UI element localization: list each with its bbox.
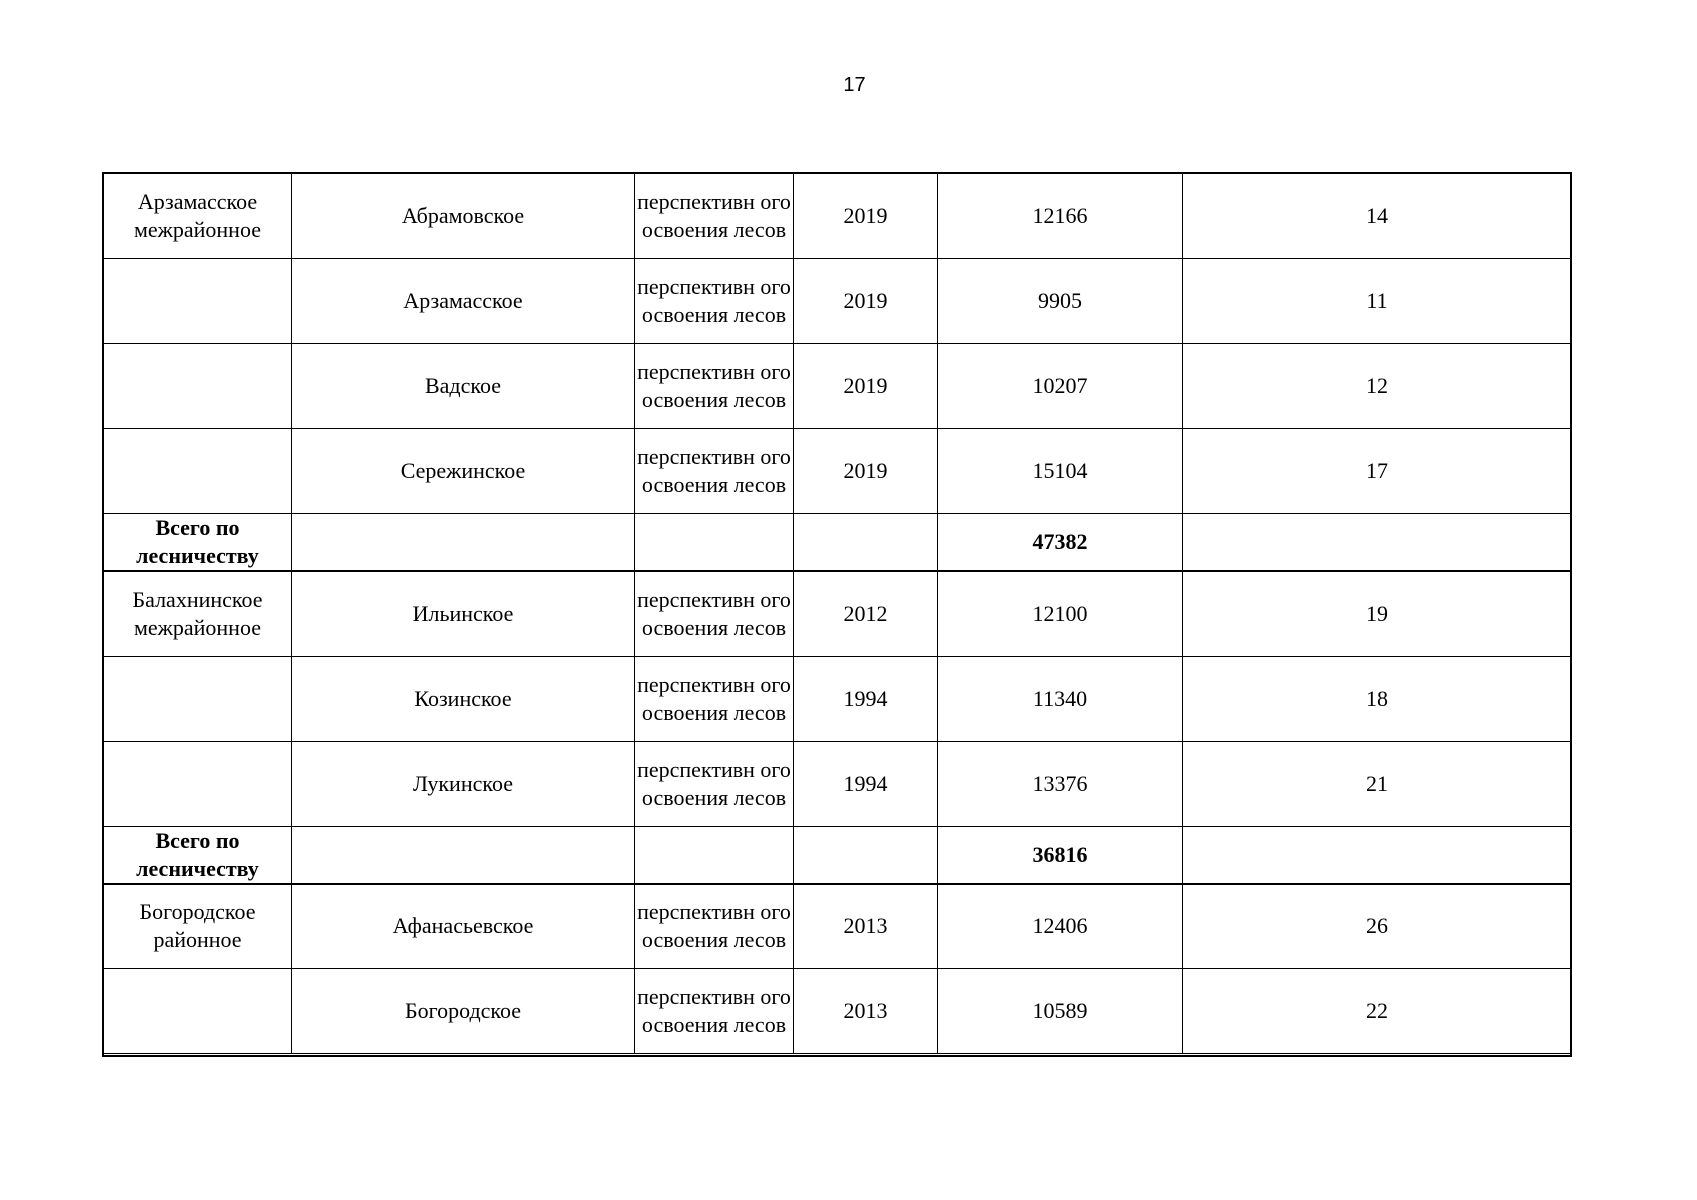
count-cell: 22 [1183,969,1572,1054]
district-cell [292,826,635,884]
forestry-cell [104,741,292,826]
area-cell: 15104 [938,429,1183,514]
count-cell: 17 [1183,429,1572,514]
purpose-cell: перспективн ого освоения лесов [635,884,794,969]
area-cell: 10207 [938,344,1183,429]
year-cell: 2019 [794,259,938,344]
forestry-cell [104,259,292,344]
area-cell: 10589 [938,969,1183,1054]
purpose-cell [635,826,794,884]
area-cell: 11340 [938,656,1183,741]
year-cell: 1994 [794,741,938,826]
table-row [104,656,1572,741]
purpose-cell: перспективн ого освоения лесов [635,656,794,741]
page-number: 17 [843,74,866,96]
district-cell: Ильинское [292,571,635,656]
table-row [104,344,1572,429]
purpose-cell: перспективн ого освоения лесов [635,969,794,1054]
purpose-cell: перспективн ого освоения лесов [635,344,794,429]
purpose-cell: перспективн ого освоения лесов [635,571,794,656]
count-cell: 18 [1183,656,1572,741]
count-cell [1183,826,1572,884]
count-cell: 14 [1183,174,1572,259]
purpose-cell: перспективн ого освоения лесов [635,741,794,826]
district-cell: Абрамовское [292,174,635,259]
year-cell: 2013 [794,884,938,969]
district-cell: Богородское [292,969,635,1054]
table-row [104,969,1572,1054]
year-cell: 2013 [794,969,938,1054]
forestry-cell [104,656,292,741]
total-label-cell: Всего по лесничеству [104,514,292,572]
count-cell: 26 [1183,884,1572,969]
year-cell [794,826,938,884]
purpose-cell: перспективн ого освоения лесов [635,429,794,514]
area-cell: 13376 [938,741,1183,826]
table-row [104,174,1572,259]
count-cell: 12 [1183,344,1572,429]
table-row [104,571,1572,656]
forest-table-body [104,174,1572,1054]
purpose-cell [635,514,794,572]
table-row [104,741,1572,826]
total-area-cell: 47382 [938,514,1183,572]
year-cell [794,514,938,572]
forestry-cell [104,969,292,1054]
area-cell: 12100 [938,571,1183,656]
table-row [104,259,1572,344]
forestry-cell [104,344,292,429]
year-cell: 1994 [794,656,938,741]
area-cell: 12406 [938,884,1183,969]
count-cell: 11 [1183,259,1572,344]
purpose-cell: перспективн ого освоения лесов [635,174,794,259]
forest-table [103,173,1572,1054]
total-label-cell: Всего по лесничеству [104,826,292,884]
district-cell: Козинское [292,656,635,741]
district-cell: Арзамасское [292,259,635,344]
district-cell: Вадское [292,344,635,429]
count-cell: 19 [1183,571,1572,656]
forestry-cell [104,429,292,514]
total-area-cell: 36816 [938,826,1183,884]
district-cell [292,514,635,572]
table-row [104,884,1572,969]
area-cell: 12166 [938,174,1183,259]
year-cell: 2012 [794,571,938,656]
forestry-cell: Богородское районное [104,884,292,969]
count-cell: 21 [1183,741,1572,826]
district-cell: Лукинское [292,741,635,826]
purpose-cell: перспективн ого освоения лесов [635,259,794,344]
year-cell: 2019 [794,174,938,259]
count-cell [1183,514,1572,572]
table-row [104,429,1572,514]
total-row [104,514,1572,572]
district-cell: Сережинское [292,429,635,514]
forestry-cell: Балахнинское межрайонное [104,571,292,656]
year-cell: 2019 [794,344,938,429]
area-cell: 9905 [938,259,1183,344]
year-cell: 2019 [794,429,938,514]
total-row [104,826,1572,884]
forestry-cell: Арзамасское межрайонное [104,174,292,259]
district-cell: Афанасьевское [292,884,635,969]
